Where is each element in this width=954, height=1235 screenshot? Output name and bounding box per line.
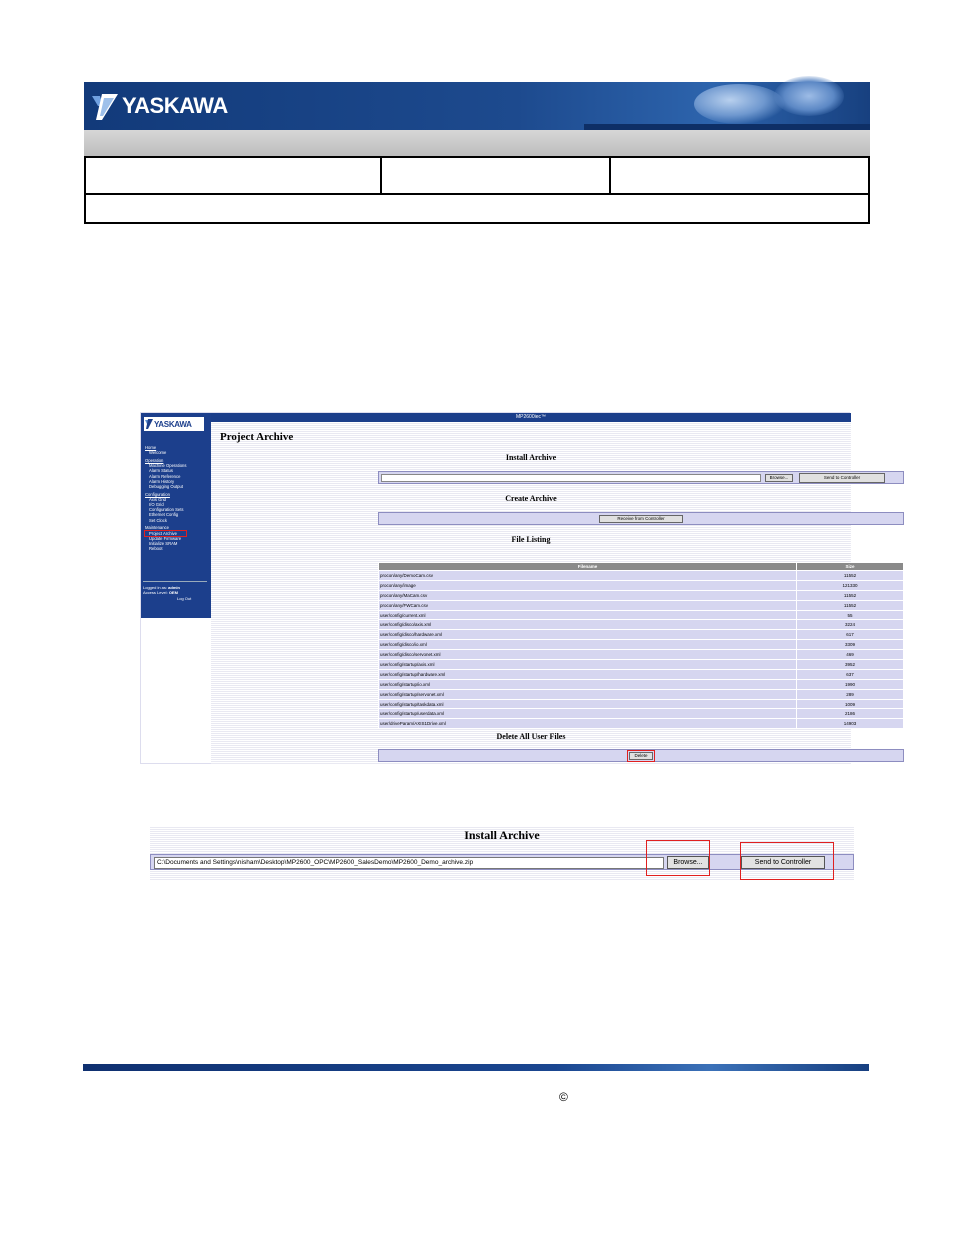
filename-cell: procon/any/DemoCam.csv — [379, 571, 797, 581]
login-info — [143, 585, 191, 601]
delete-files-heading: Delete All User Files — [496, 732, 566, 741]
size-cell: 55 — [797, 610, 904, 620]
table-row — [379, 679, 904, 689]
size-cell: 2186 — [797, 709, 904, 719]
table-row — [379, 620, 904, 630]
header-gray-band — [84, 130, 870, 156]
banner-decoration — [774, 76, 844, 116]
table-row — [379, 571, 904, 581]
receive-from-controller-button[interactable]: Receive from Controller — [599, 515, 683, 523]
table-row — [379, 590, 904, 600]
filename-cell: procon/any/MaCam.csv — [379, 590, 797, 600]
banner-decoration — [694, 84, 784, 124]
sidebar-item-debugging-output[interactable]: Debugging Output — [149, 483, 183, 489]
filename-cell: procon/any/image — [379, 580, 797, 590]
size-cell: 469 — [797, 650, 904, 660]
footer-bar — [83, 1064, 869, 1071]
sidebar-nav — [145, 445, 186, 551]
sidebar-item-maintenance[interactable]: Maintenance — [145, 525, 169, 531]
yaskawa-logo — [90, 88, 228, 124]
filename-cell: user/config/startup/taskdata.xml — [379, 699, 797, 709]
sidebar-item-set-clock[interactable]: Set Clock — [149, 517, 167, 523]
filename-cell: procon/any/FWCam.csv — [379, 600, 797, 610]
filename-cell: user/config/disco/hardware.xml — [379, 630, 797, 640]
yaskawa-swoosh-icon — [90, 90, 120, 122]
filename-cell: user/config/startup/userdata.xml — [379, 709, 797, 719]
logout-link[interactable]: Log Out — [177, 595, 192, 601]
file-listing-heading: File Listing — [511, 535, 551, 544]
table-row — [379, 580, 904, 590]
delete-files-panel — [378, 749, 904, 762]
filename-cell: user/config/startup/axis.xml — [379, 660, 797, 670]
sidebar-item-operation[interactable]: Operation — [145, 457, 164, 463]
table-row — [379, 689, 904, 699]
archive-file-input[interactable] — [381, 474, 761, 482]
filename-cell: user/config/startup/hardware.xml — [379, 669, 797, 679]
filename-cell: user/config/disco/axis.xml — [379, 620, 797, 630]
size-cell: 1009 — [797, 699, 904, 709]
info-table-row — [86, 158, 868, 195]
filename-cell: user/config/disco/servonet.xml — [379, 650, 797, 660]
main-content — [211, 422, 861, 765]
filename-cell: user/config/startup/io.xml — [379, 679, 797, 689]
table-row — [379, 709, 904, 719]
logged-in-label: Logged in as: — [143, 585, 168, 590]
send-to-controller-button[interactable]: Send to Controller — [799, 473, 885, 483]
sidebar-item-configuration-sets[interactable]: Configuration Sets — [149, 507, 184, 513]
size-cell: 121330 — [797, 580, 904, 590]
install-archive-panel — [378, 471, 904, 484]
size-cell: 3952 — [797, 660, 904, 670]
filename-cell: user/config/startup/servonet.xml — [379, 689, 797, 699]
sidebar-item-machine-operations[interactable]: Machine Operations — [149, 463, 187, 469]
sidebar-logo-text: YASKAWA — [154, 419, 192, 429]
size-cell: 14903 — [797, 719, 904, 729]
table-row — [379, 669, 904, 679]
table-row — [379, 660, 904, 670]
sidebar-item-welcome[interactable]: Welcome — [149, 450, 167, 456]
filename-cell: user/driveParam/AXIS1Drive.xml — [379, 719, 797, 729]
size-cell: 637 — [797, 669, 904, 679]
send-highlight-box — [740, 842, 834, 880]
install-archive-heading: Install Archive — [505, 453, 557, 462]
column-header-size: Size — [797, 563, 904, 571]
table-row — [379, 610, 904, 620]
size-cell: 11552 — [797, 600, 904, 610]
access-level-value: OEM — [168, 590, 178, 596]
browse-button[interactable]: Browse... — [667, 856, 709, 869]
delete-button[interactable]: Delete — [629, 752, 653, 760]
browse-highlight-box — [646, 840, 710, 876]
sidebar-item-configuration[interactable]: Configuration — [145, 491, 170, 497]
sidebar-item-alarm-status[interactable]: Alarm Status — [149, 468, 173, 474]
table-row — [379, 719, 904, 729]
table-row — [379, 600, 904, 610]
sidebar-item-reboot[interactable]: Reboot — [149, 546, 163, 552]
size-cell: 3224 — [797, 620, 904, 630]
sidebar-item-home[interactable]: Home — [145, 445, 157, 450]
sidebar-item-alarm-reference[interactable]: Alarm Reference — [149, 473, 181, 479]
sidebar — [141, 413, 211, 618]
info-table-cell — [86, 158, 382, 193]
table-row — [379, 650, 904, 660]
column-header-filename: Filename — [379, 563, 797, 571]
size-cell: 1990 — [797, 679, 904, 689]
table-row — [379, 699, 904, 709]
file-listing-table — [378, 562, 904, 729]
size-cell: 11552 — [797, 571, 904, 581]
create-archive-heading: Create Archive — [505, 494, 557, 503]
size-cell: 11552 — [797, 590, 904, 600]
table-row — [379, 630, 904, 640]
title-bar: MP2600iec™ — [211, 413, 851, 422]
logo-text: YASKAWA — [122, 93, 228, 118]
sidebar-item-axis-grid[interactable]: Axis Grid — [149, 496, 166, 502]
page-title: Project Archive — [220, 431, 294, 443]
create-archive-panel — [378, 512, 904, 525]
filename-cell: user/config/current.xml — [379, 610, 797, 620]
header-banner — [84, 82, 870, 130]
table-row — [379, 640, 904, 650]
size-cell: 289 — [797, 689, 904, 699]
sidebar-item-project-archive[interactable]: Project Archive — [145, 531, 186, 536]
sidebar-item-alarm-history[interactable]: Alarm History — [149, 478, 175, 484]
filename-cell: user/config/disco/io.xml — [379, 640, 797, 650]
sidebar-item-update-firmware[interactable]: Update Firmware — [149, 535, 182, 541]
sidebar-divider — [143, 581, 207, 582]
info-table-cell — [380, 158, 611, 193]
copyright-symbol: © — [559, 1090, 568, 1104]
sidebar-item-initialize-sram[interactable]: Initialize SRAM — [149, 540, 178, 546]
access-level-label: Access Level: — [143, 590, 168, 596]
browse-button[interactable]: Browse... — [765, 474, 793, 482]
table-header-row — [379, 563, 904, 571]
sidebar-item-i-o-grid[interactable]: I/O Grid — [149, 502, 164, 508]
size-cell: 3309 — [797, 640, 904, 650]
document-info-table — [84, 156, 870, 224]
install-archive-screenshot — [150, 826, 854, 881]
send-to-controller-button[interactable]: Send to Controller — [741, 856, 825, 869]
sidebar-logo — [143, 416, 205, 432]
sidebar-item-ethernet-config[interactable]: Ethernet Config — [149, 512, 179, 518]
yaskawa-swoosh-icon — [144, 418, 154, 430]
install-archive-heading: Install Archive — [464, 828, 540, 842]
project-archive-screenshot — [140, 412, 861, 764]
archive-path-input[interactable]: C:\Documents and Settings\nisham\Desktop\MP2600_OPC\MP2600_SalesDemo\MP2600_Demo_archive.zip — [154, 857, 664, 869]
logged-in-user: admin — [168, 585, 180, 590]
size-cell: 617 — [797, 630, 904, 640]
